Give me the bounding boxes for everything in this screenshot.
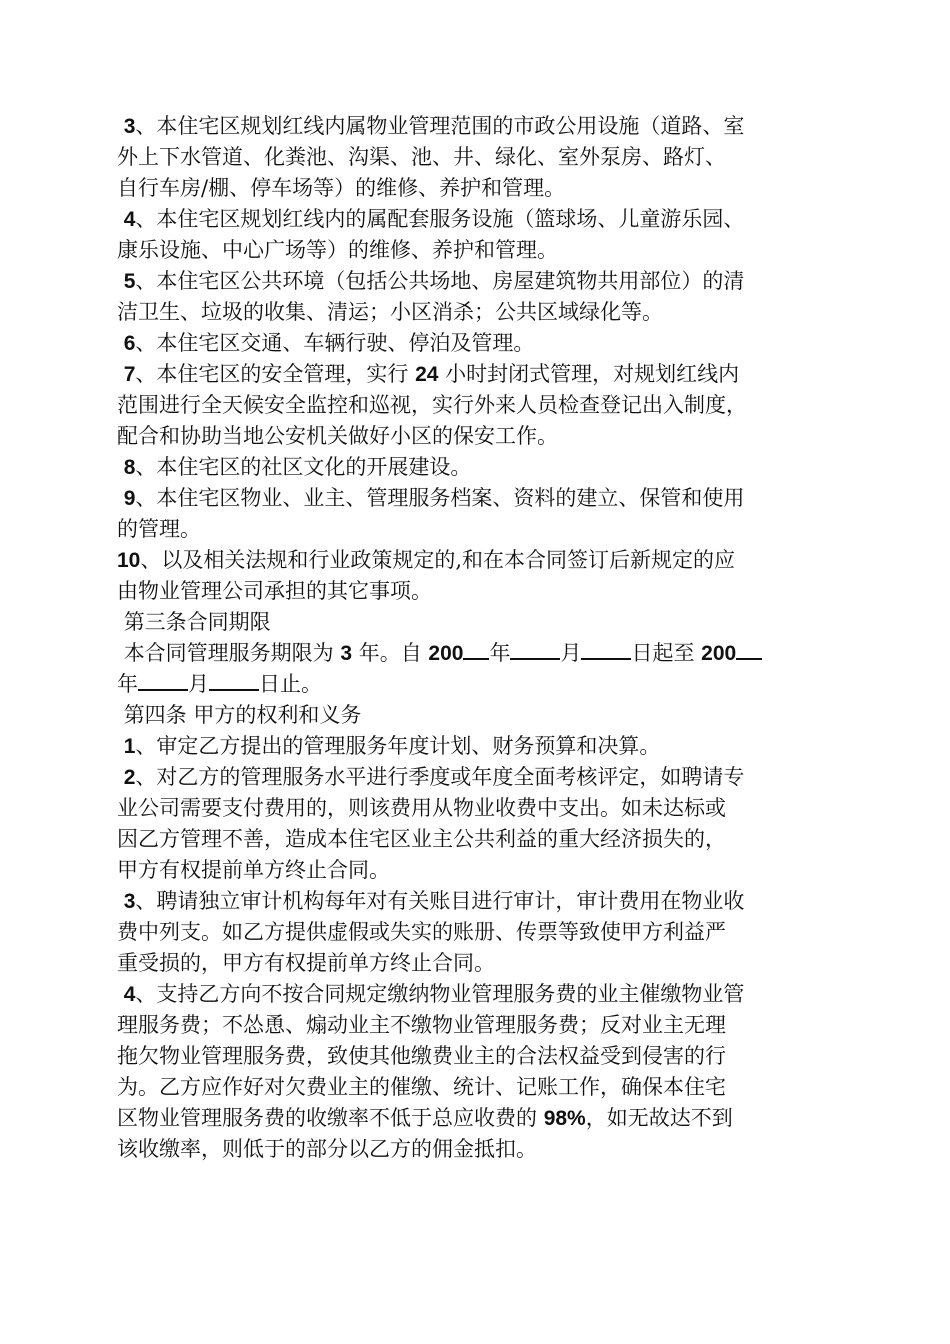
text-line <box>117 1072 726 1103</box>
item-number: 5 <box>123 270 136 293</box>
text-line <box>117 1041 726 1072</box>
line-text: 重受损的，甲方有权提前单方终止合同。 <box>117 951 495 975</box>
line-text: 为。乙方应作好对欠费业主的催缴、统计、记账工作，确保本住宅 <box>117 1075 726 1099</box>
text-line <box>117 204 744 235</box>
text-line <box>117 452 471 483</box>
line-text: 、本住宅区公共环境（包括公共场地、房屋建筑物共用部位）的清 <box>135 269 745 293</box>
item-number: 4 <box>123 208 136 231</box>
text-line <box>117 1134 537 1165</box>
text-line <box>117 855 390 886</box>
line-text: 范围进行全天候安全监控和巡视，实行外来人员检查登记出入制度， <box>117 393 747 417</box>
text-line <box>117 762 744 793</box>
line-text: 由物业管理公司承担的其它事项。 <box>117 579 432 603</box>
rate-value: 98% <box>543 1107 586 1130</box>
text-line <box>117 173 565 204</box>
line-text: 理服务费；不怂恿、煽动业主不缴物业管理服务费；反对业主无理 <box>117 1013 726 1037</box>
text-line <box>117 142 726 173</box>
item-number: 1 <box>123 735 136 758</box>
line-text: 、以及相关法规和行业政策规定的,和在本合同签订后新规定的应 <box>140 548 736 572</box>
term-line <box>117 638 762 669</box>
year-char: 年 <box>117 672 138 696</box>
line-text: 的管理。 <box>117 517 201 541</box>
text-line <box>117 917 726 948</box>
text-line <box>117 1103 733 1134</box>
line-text: 该收缴率，则低于的部分以乙方的佣金抵扣。 <box>117 1137 537 1161</box>
term-prefix: 本合同管理服务期限为 <box>123 641 341 665</box>
item-number: 10 <box>117 549 141 572</box>
blank-field[interactable] <box>463 639 489 660</box>
month-char: 月 <box>188 672 209 696</box>
blank-field[interactable] <box>138 670 188 691</box>
text-line <box>117 948 495 979</box>
hours-value: 24 <box>415 363 439 386</box>
text-line <box>117 793 726 824</box>
line-text: 、本住宅区交通、车辆行驶、停泊及管理。 <box>135 331 535 355</box>
line-text: 配合和协助当地公安机关做好小区的保安工作。 <box>117 424 558 448</box>
start-year: 200 <box>428 642 464 665</box>
term-line <box>117 669 322 700</box>
text-line <box>117 359 739 390</box>
line-text: 、本住宅区的安全管理，实行 <box>135 362 416 386</box>
blank-field[interactable] <box>510 639 560 660</box>
item-number: 2 <box>123 766 136 789</box>
line-text: 甲方有权提前单方终止合同。 <box>117 858 390 882</box>
line-text: 区物业管理服务费的收缴率不低于总应收费的 <box>117 1106 544 1130</box>
line-text: 拖欠物业管理服务费，致使其他缴费业主的合法权益受到侵害的行 <box>117 1044 726 1068</box>
line-text: 小时封闭式管理，对规划红线内 <box>438 362 740 386</box>
line-text: 业公司需要支付费用的，则该费用从物业收费中支出。如未达标或 <box>117 796 726 820</box>
text-line <box>117 545 735 576</box>
line-text: ，如无故达不到 <box>585 1106 733 1130</box>
text-line <box>117 111 744 142</box>
line-text: 费中列支。如乙方提供虚假或失实的账册、传票等致使甲方利益严 <box>117 920 726 944</box>
line-text: 第三条合同期限 <box>123 610 271 634</box>
text-line <box>117 421 558 452</box>
line-text: 、本住宅区的社区文化的开展建设。 <box>135 455 472 479</box>
item-number: 9 <box>123 487 136 510</box>
line-text: 、对乙方的管理服务水平进行季度或年度全面考核评定，如聘请专 <box>135 765 745 789</box>
blank-field[interactable] <box>209 670 259 691</box>
text-line <box>117 266 744 297</box>
section-heading <box>117 700 361 731</box>
item-number: 7 <box>123 363 136 386</box>
line-text: 、聘请独立审计机构每年对有关账目进行审计，审计费用在物业收 <box>135 889 745 913</box>
item-number: 6 <box>123 332 136 355</box>
text-line <box>117 576 432 607</box>
line-text: 、本住宅区物业、业主、管理服务档案、资料的建立、保管和使用 <box>135 486 745 510</box>
text-line <box>117 1010 726 1041</box>
line-text: 外上下水管道、化粪池、沟渠、池、井、绿化、室外泵房、路灯、 <box>117 145 726 169</box>
line-text: 、本住宅区规划红线内属物业管理范围的市政公用设施（道路、室 <box>135 114 745 138</box>
text-line <box>117 824 726 855</box>
line-text: 、审定乙方提出的管理服务年度计划、财务预算和决算。 <box>135 734 661 758</box>
item-number: 3 <box>123 890 136 913</box>
term-years: 3 <box>340 642 353 665</box>
item-number: 3 <box>123 115 136 138</box>
section-heading <box>117 607 271 638</box>
text-line <box>117 390 747 421</box>
term-mid: 年。自 <box>352 641 429 665</box>
day-char: 日止。 <box>259 672 322 696</box>
text-line <box>117 328 534 359</box>
text-line <box>117 483 744 514</box>
blank-field[interactable] <box>581 639 631 660</box>
month-char: 月 <box>560 641 582 665</box>
text-line <box>117 731 660 762</box>
line-text: 第四条 甲方的权利和义务 <box>123 703 362 727</box>
item-number: 4 <box>123 983 136 1006</box>
blank-field[interactable] <box>736 639 762 660</box>
text-line <box>117 979 744 1010</box>
line-text: 、本住宅区规划红线内的属配套服务设施（篮球场、儿童游乐园、 <box>135 207 745 231</box>
year-char: 年 <box>489 641 511 665</box>
line-text: 康乐设施、中心广场等）的维修、养护和管理。 <box>117 238 558 262</box>
text-line <box>117 297 663 328</box>
line-text: 因乙方管理不善，造成本住宅区业主公共利益的重大经济损失的， <box>117 827 726 851</box>
line-text: 洁卫生、垃圾的收集、清运；小区消杀；公共区域绿化等。 <box>117 300 663 324</box>
line-text: 、支持乙方向不按合同规定缴纳物业管理服务费的业主催缴物业管 <box>135 982 745 1006</box>
text-line <box>117 514 201 545</box>
item-number: 8 <box>123 456 136 479</box>
end-year: 200 <box>701 642 737 665</box>
line-text: 自行车房/棚、停车场等）的维修、养护和管理。 <box>117 176 566 200</box>
text-line <box>117 886 744 917</box>
text-line <box>117 235 558 266</box>
day-char: 日起至 <box>631 641 702 665</box>
